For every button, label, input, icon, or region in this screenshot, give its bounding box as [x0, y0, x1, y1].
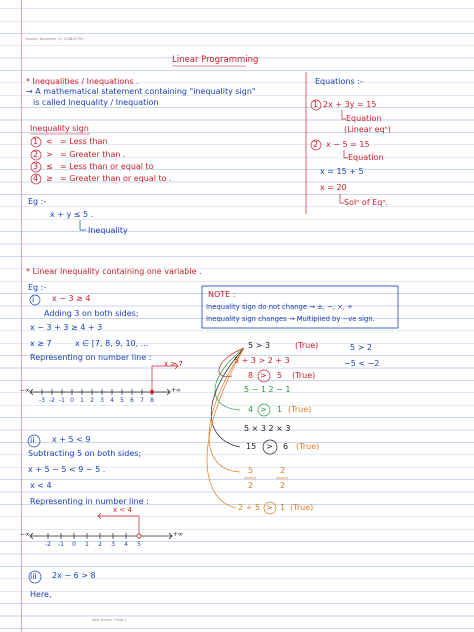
section1-eg-note: Inequality — [88, 226, 128, 235]
section1-def-line2: is called Inequality / Inequation — [33, 98, 159, 107]
numberline2-label: x < 4 — [113, 506, 132, 514]
example-c2-op-circle — [263, 440, 277, 454]
note-line2: Inequality sign changes → Multiplied by −ve sign. — [206, 315, 375, 323]
sign-num-1-circle — [31, 137, 41, 147]
numberline1-tick-label: 6 — [130, 397, 134, 404]
section1-eg-expr: x + y ≤ 5 . — [50, 210, 94, 219]
numberline1-tick-label: -2 — [49, 397, 55, 404]
numberline1-tick-label: 1 — [80, 397, 84, 404]
example-d-num2: 2 — [280, 466, 286, 475]
numberline1-tick-label: 3 — [100, 397, 104, 404]
example-e-note: (True) — [290, 503, 314, 512]
numberline2-tick-label: 1 — [85, 541, 89, 548]
ex-i-set: x ∈ [7, 8, 9, 10, ... — [75, 339, 149, 348]
example-b2-note: (True) — [288, 405, 312, 414]
equation4-hook — [340, 194, 344, 203]
ex-ii-circle — [28, 435, 40, 447]
ex-iii-circle — [29, 571, 41, 583]
example-d-den2: 2 — [280, 481, 286, 490]
ex-i-num: i — [32, 295, 35, 304]
numberline2-tick-label: -1 — [58, 541, 64, 548]
page-title: Linear Programming — [172, 55, 259, 65]
numberline1-tick-label: 5 — [120, 397, 124, 404]
ex-i-step1: Adding 3 on both sides; — [44, 309, 139, 318]
ex-i-circle — [30, 295, 40, 305]
numberline1-tick-label: -1 — [59, 397, 65, 404]
example-b2-right: 1 — [277, 405, 283, 414]
equation2-hook — [344, 150, 348, 158]
numberline1-label: x ≥ 7 — [164, 360, 183, 368]
example-e-op-circle — [264, 502, 276, 514]
example-d-den1: 2 — [248, 481, 254, 490]
numberline1-tick-label: 8 — [150, 397, 154, 404]
ex-ii-expr: x + 5 < 9 — [52, 435, 91, 444]
numberline2-tick-label: 2 — [98, 541, 102, 548]
ex-ii-step3: x < 4 — [30, 481, 52, 490]
ex-i-step3: x ≥ 7 — [30, 339, 52, 348]
section1-def-line1: → A mathematical statement containing "inequality sign" — [26, 87, 256, 96]
numberline1-neg-inf: −∞ — [20, 387, 31, 394]
equation2-note: Equation — [348, 153, 384, 162]
section1-eg-label: Eg :- — [28, 197, 47, 206]
example-b2-left: 4 — [248, 405, 254, 414]
example-a2: 5 + 3 > 2 + 3 — [234, 356, 290, 365]
example-d-num1: 5 — [248, 466, 254, 475]
equation1-circle — [311, 100, 321, 110]
numberline1-tick-label: 7 — [140, 397, 144, 404]
page-footer: New Section 3 Page 1 — [92, 618, 127, 622]
example-a3-left: 8 — [248, 371, 254, 380]
equation1-hook — [342, 110, 346, 119]
ex-i-represent: Representing on number line : — [30, 353, 152, 362]
ex-i-expr: x − 3 ≥ 4 — [52, 294, 91, 303]
example-b2-op: > — [260, 405, 267, 414]
numberline2-tick-label: 0 — [72, 541, 76, 548]
sign-num-4: 4 — [33, 174, 39, 183]
example-e-left: 2 ÷ 5 — [238, 503, 260, 512]
example-c1: 5 × 3 2 × 3 — [244, 424, 291, 433]
sign-sym-1: < — [46, 137, 53, 146]
sign-num-3-circle — [31, 162, 41, 172]
numberline1-ticks — [39, 389, 154, 404]
equations-heading: Equations :- — [315, 77, 363, 86]
example-c2-left: 15 — [246, 442, 257, 451]
sign-num-3: 3 — [33, 162, 39, 171]
example-c2-right: 6 — [283, 442, 289, 451]
section1-heading: * Inequalities / Inequations . — [26, 77, 139, 86]
numberline2-tick-label: 5 — [137, 541, 141, 548]
sign-flip-1: 5 > 2 — [350, 343, 372, 352]
numberline2-tick-label: 3 — [111, 541, 115, 548]
ex-ii-step1: Subtracting 5 on both sides; — [28, 449, 142, 458]
sign-num-2-circle — [31, 150, 41, 160]
example-a3-note: (True) — [292, 371, 316, 380]
sign-flip-2: −5 < −2 — [344, 359, 380, 368]
note-title: NOTE : — [208, 290, 236, 299]
ex-ii-step2: x + 5 − 5 < 9 − 5 . — [28, 465, 106, 474]
equation2-circle — [311, 140, 321, 150]
example-b2-op-circle — [258, 404, 270, 416]
sign-sym-2: > — [46, 150, 53, 159]
numberline1-tick-label: 4 — [110, 397, 114, 404]
sign-text-4: = Greater than or equal to . — [60, 174, 172, 183]
example-c2-op: > — [266, 442, 273, 451]
ex-iii-here: Here, — [30, 590, 52, 599]
sign-num-4-circle — [31, 174, 41, 184]
numberline1-tick-label: 2 — [90, 397, 94, 404]
equation1-note2: (Linear eqⁿ) — [344, 125, 391, 134]
sign-text-1: = Less than — [60, 137, 108, 146]
ex-iii-expr: 2x − 6 > 8 — [52, 571, 96, 580]
equation1-num: 1 — [313, 100, 319, 109]
note-line1: Inequality sign do not change → ±, −, ×, ÷ — [206, 303, 353, 311]
numberline2-open-point — [137, 534, 141, 538]
equation2-expr: x − 5 = 15 — [326, 140, 370, 149]
sign-num-1: 1 — [33, 137, 39, 146]
numberline1-pos-inf: +∞ — [171, 387, 182, 394]
eg-hook — [80, 220, 86, 230]
numberline2-ticks — [45, 533, 141, 548]
example-a3-op-circle — [258, 370, 270, 382]
ex-ii-represent: Representing in number line : — [30, 497, 149, 506]
section2-eg-label: Eg :- — [28, 283, 47, 292]
example-a3-op: > — [260, 371, 267, 380]
ex-iii-num: iii — [30, 572, 37, 581]
example-a1-note: (True) — [295, 341, 319, 350]
example-a3-right: 5 — [277, 371, 283, 380]
equation4-expr: x = 20 — [320, 183, 347, 192]
sign-num-2: 2 — [33, 150, 39, 159]
example-e-op: > — [266, 503, 273, 512]
sign-text-2: = Greater than . — [60, 150, 126, 159]
example-a1: 5 > 3 — [248, 341, 270, 350]
numberline1-tick-label: -3 — [39, 397, 45, 404]
signs-heading: Inequality sign — [30, 124, 89, 133]
equation1-expr: 2x + 3y = 15 — [323, 100, 377, 109]
example-e-right: 1 — [280, 503, 286, 512]
example-c2-note: (True) — [296, 442, 320, 451]
sign-sym-3: ≤ — [46, 162, 53, 171]
numberline2-tick-label: 4 — [124, 541, 128, 548]
sign-text-3: = Less than or equal to — [60, 162, 154, 171]
equation2-num: 2 — [313, 140, 319, 149]
ex-ii-num: ii — [30, 436, 35, 445]
section2-heading: * Linear Inequality containing one variable . — [26, 267, 202, 276]
ex-i-step2: x − 3 + 3 ≥ 4 + 3 — [30, 323, 103, 332]
numberline2-tick-label: -2 — [45, 541, 51, 548]
numberline1-closed-point — [150, 390, 154, 394]
equation1-note1: Equation — [346, 114, 382, 123]
equation3-expr: x = 15 + 5 — [320, 167, 364, 176]
equation4-note: Solⁿ of Eqⁿ. — [344, 198, 389, 207]
numberline2-neg-inf: −∞ — [20, 531, 31, 538]
sign-sym-4: ≥ — [46, 174, 53, 183]
header-time: 8:52 PM — [70, 37, 83, 41]
example-b1: 5 − 1 2 − 1 — [244, 385, 291, 394]
note-box — [202, 286, 398, 328]
numberline1-tick-label: 0 — [70, 397, 74, 404]
header-date: Tuesday, November 10, 2020 — [25, 37, 72, 41]
numberline2-pos-inf: +∞ — [173, 531, 184, 538]
